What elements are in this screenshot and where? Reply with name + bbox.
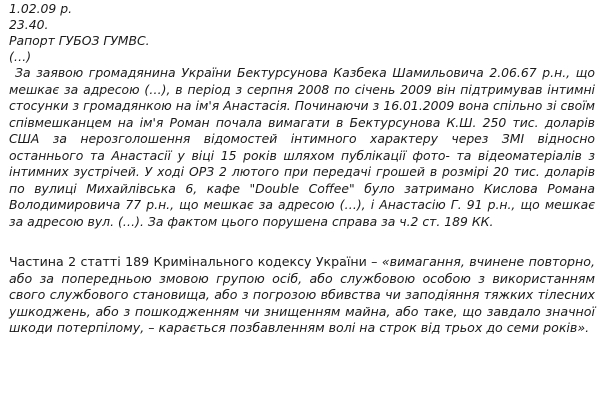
report-ellipsis: (…) <box>9 49 32 64</box>
criminal-code-article-paragraph <box>9 254 595 337</box>
report-time: 23.40. <box>9 17 49 32</box>
report-source: Рапорт ГУБОЗ ГУМВС. <box>9 33 150 48</box>
article-quote: «вимагання, вчинене повторно, або за попередньою змовою групою осіб, або службовою особою з використанням свого службового становища, або з погрозою вбивства чи заподіяння тяжких тілесних ушкоджень, або з пошкодженням чи знищенням майна, або таке, що завдало значної шкоди потерпілому, – карається позбавленням волі на строк від трьох до семи років». <box>9 254 595 335</box>
document-page <box>9 0 595 337</box>
case-description-paragraph: За заявою громадянина України Бектурсунова Казбека Шамильовича 2.06.67 р.н., що мешкає за адресою (…), в період з серпня 2008 по січень 2009 він підтримував інтимні стосунки з громадянкою на ім'я Анастасія. Починаючи з 16.01.2009 вона спільно зі своїм співмешканцем на ім'я Роман почала вимагати в Бектурсунова К.Ш. 250 тис. доларів США за нерозголошення відомостей інтимного характеру через ЗМІ відносно останнього та Анастасії у віці 15 років шляхом публікації фото- та відеоматеріалів з інтимних зустрічей. У ході ОРЗ 2 лютого при передачі грошей в розмірі 20 тис. доларів по вулиці Михайлівська 6, кафе "Double Coffee" було затримано Кислова Романа Володимировича 77 р.н., що мешкає за адресою (…), і Анастасію Г. 91 р.н., що мешкає за адресою вул. (…). За фактом цього порушена справа за ч.2 ст. 189 КК. <box>9 65 595 229</box>
report-date: 1.02.09 р. <box>9 1 73 16</box>
article-title: Частина 2 статті 189 Кримінального кодексу України – <box>9 254 382 269</box>
